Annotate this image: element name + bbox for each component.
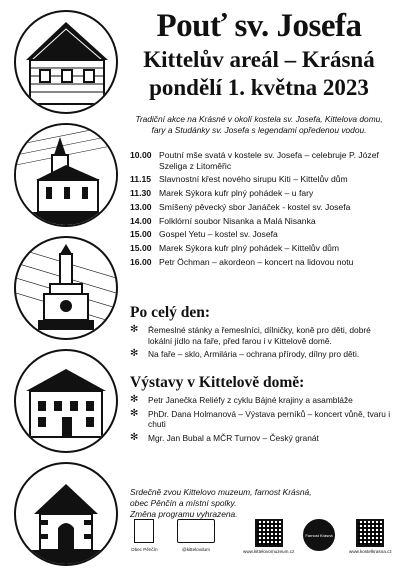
schedule-text: Gospel Yetu – kostel sv. Josefa bbox=[159, 229, 278, 240]
coat-of-arms-icon bbox=[134, 519, 154, 543]
bullet-text: Na faře – sklo, Armilária – ochrana přírody, dílny pro děti. bbox=[148, 349, 360, 359]
bullet-item bbox=[130, 433, 392, 444]
museum-qr bbox=[243, 519, 294, 554]
schedule bbox=[130, 150, 392, 271]
closing-line: obec Pěnčín a místní spolky. bbox=[130, 498, 237, 508]
kittel-house-logo bbox=[177, 519, 215, 552]
logo-label: @kittelovdum bbox=[182, 547, 210, 552]
parish-badge bbox=[303, 519, 335, 551]
penčín-logo bbox=[131, 519, 158, 552]
schedule-row bbox=[130, 202, 392, 213]
bullet-item bbox=[130, 409, 392, 430]
well-chapel-illustration bbox=[14, 462, 118, 566]
schedule-text: Marek Sýkora kufr plný pohádek – u fary bbox=[159, 188, 314, 199]
logo-label: Obec Pěnčín bbox=[131, 547, 158, 552]
qr-code-icon bbox=[255, 519, 283, 547]
schedule-time: 11.15 bbox=[130, 174, 152, 185]
exhibitions-section bbox=[130, 374, 392, 443]
asterisk-bullet-icon: ✻ bbox=[130, 348, 139, 359]
schedule-time: 11.30 bbox=[130, 188, 152, 199]
closing-line: Změna programu vyhrazena. bbox=[130, 509, 238, 519]
asterisk-bullet-icon: ✻ bbox=[130, 324, 139, 335]
closing-line: Srdečně zvou Kittelovo muzeum, farnost Krásná, bbox=[130, 487, 312, 497]
parish-house-illustration bbox=[14, 349, 118, 453]
schedule-text: Petr Öchman – akordeon – koncert na lidovou notu bbox=[159, 257, 354, 268]
all-day-heading: Po celý den: bbox=[130, 304, 211, 321]
illustration-column bbox=[10, 10, 122, 575]
bullet-text: Řemeslné stánky a řemeslníci, dílničky, koně pro děti, dobré lokální jídlo na faře, před farou i v Kittelově domě. bbox=[148, 325, 371, 346]
poster-title bbox=[128, 10, 390, 99]
qr-code-icon bbox=[356, 519, 384, 547]
statue-column-illustration bbox=[14, 236, 118, 340]
house-icon bbox=[177, 519, 215, 543]
schedule-row bbox=[130, 243, 392, 254]
asterisk-bullet-icon: ✻ bbox=[130, 394, 139, 405]
church-illustration bbox=[14, 123, 118, 227]
schedule-text: Marek Sýkora kufr plný pohádek – Kittelův dům bbox=[159, 243, 340, 254]
asterisk-bullet-icon: ✻ bbox=[130, 431, 139, 443]
schedule-row bbox=[130, 257, 392, 268]
schedule-row bbox=[130, 229, 392, 240]
exhibitions-heading: Výstavy v Kittelově domě: bbox=[130, 374, 305, 391]
timber-house-illustration bbox=[14, 10, 118, 114]
all-day-section bbox=[130, 304, 392, 360]
event-venue: Kittelův areál – Krásná bbox=[143, 47, 375, 72]
bullet-text: Mgr. Jan Bubal a MČR Turnov – Český granát bbox=[148, 432, 319, 443]
parish-seal-icon: Farnost Krásná bbox=[303, 519, 335, 551]
schedule-text: Poutní mše svatá v kostele sv. Josefa – celebruje P. Józef Szeliga z Litoměřic bbox=[159, 150, 379, 171]
qr-url: www.kostelkrasna.cz bbox=[349, 549, 392, 554]
schedule-time: 16.00 bbox=[130, 257, 152, 268]
schedule-row bbox=[130, 150, 392, 171]
schedule-time: 10.00 bbox=[130, 150, 152, 160]
event-name: Pouť sv. Josefa bbox=[156, 8, 362, 44]
event-date: pondělí 1. května 2023 bbox=[149, 75, 369, 100]
schedule-text: Slavnostní křest nového sirupu Kiti – Kittelův dům bbox=[159, 174, 348, 185]
schedule-time: 13.00 bbox=[130, 201, 152, 212]
bullet-item bbox=[130, 395, 392, 406]
partner-logos bbox=[125, 519, 395, 561]
schedule-text: Smíšený pěvecký sbor Janáček - kostel sv. Josefa bbox=[159, 201, 351, 212]
schedule-text: Folklórní soubor Nisanka a Malá Nisanka bbox=[159, 215, 316, 226]
bullet-item bbox=[130, 349, 392, 360]
schedule-time: 15.00 bbox=[130, 243, 152, 254]
bullet-item bbox=[130, 325, 392, 346]
schedule-time: 15.00 bbox=[130, 229, 152, 240]
closing-text bbox=[130, 487, 392, 520]
church-qr bbox=[349, 519, 392, 554]
schedule-time: 14.00 bbox=[130, 215, 152, 226]
intro-text: Tradiční akce na Krásné v okolí kostela sv. Josefa, Kittelova domu, fary a Studánky sv. Josefa s legendami opředenou vodou. bbox=[135, 114, 383, 135]
qr-url: www.kittelovomuzeum.cz bbox=[243, 549, 295, 554]
schedule-row bbox=[130, 216, 392, 227]
bullet-text: Petr Janečka Reliéfy z cyklu Bájné krajiny a asambláže bbox=[148, 395, 353, 405]
schedule-row bbox=[130, 188, 392, 199]
asterisk-bullet-icon: ✻ bbox=[130, 407, 139, 419]
schedule-row bbox=[130, 174, 392, 185]
bullet-text: PhDr. Dana Holmanová – Výstava perníků – koncert vůně, tvaru i chuti bbox=[148, 408, 391, 429]
